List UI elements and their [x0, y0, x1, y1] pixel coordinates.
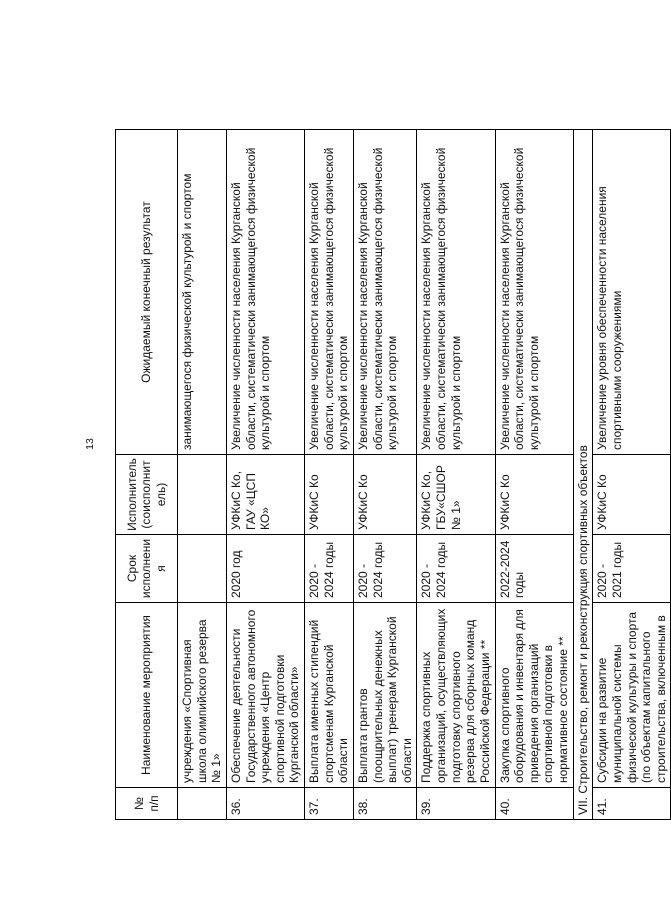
row-term: 2022-2024 годы	[495, 535, 573, 603]
table-row	[593, 130, 671, 820]
table-row	[417, 130, 495, 820]
table-row	[178, 130, 227, 820]
row-result: Увеличение численности населения Курганской области, систематически занимающегося физической культурой и спортом	[226, 130, 304, 455]
row-result: Увеличение численности населения Курганской области, систематически занимающегося физической культурой и спортом	[305, 130, 354, 455]
row-executor: УФКиС Ко	[305, 455, 354, 535]
row-result: Увеличение уровня обеспеченности населения спортивными сооружениями	[593, 130, 671, 455]
row-term	[178, 535, 227, 603]
table-row	[226, 130, 304, 820]
row-term: 2020 год	[226, 535, 304, 603]
row-term: 2020 - 2024 годы	[353, 535, 417, 603]
header-name: Наименование мероприятия	[116, 603, 178, 788]
row-executor: УФКиС Ко	[593, 455, 671, 535]
row-executor: УФКиС Ко, ГАУ «ЦСП КО»	[226, 455, 304, 535]
section-header-row	[573, 130, 593, 820]
row-name: Обеспечение деятельности Государственного автономного учреждения «Центр спортивной подготовки Курганской области»	[226, 603, 304, 788]
row-result: Увеличение численности населения Курганской области, систематически занимающегося физической культурой и спортом	[353, 130, 417, 455]
row-num: 36.	[226, 788, 304, 820]
row-name: Поддержка спортивных организаций, осуществляющих подготовку спортивного резерва для сборных команд Российской Федерации **	[417, 603, 495, 788]
row-executor: УФКиС Ко	[353, 455, 417, 535]
table-header-row	[116, 130, 178, 820]
page-number: 13	[84, 438, 96, 450]
table-row	[353, 130, 417, 820]
row-executor	[178, 455, 227, 535]
row-result: Увеличение численности населения Курганской области, систематически занимающегося физической культурой и спортом	[417, 130, 495, 455]
table-row	[305, 130, 354, 820]
row-term: 2020 - 2024 годы	[305, 535, 354, 603]
row-name: Субсидии на развитие муниципальной системы физической культуры и спорта (по объектам капитального строительства, включенным в	[593, 603, 671, 788]
row-name: Выплата грантов (поощрительных денежных выплат) тренерам Курганской области	[353, 603, 417, 788]
header-term: Срок исполнения	[116, 535, 178, 603]
table-row	[495, 130, 573, 820]
row-result: занимающегося физической культурой и спортом	[178, 130, 227, 455]
row-name: Закупка спортивного оборудования и инвентаря для приведения организаций спортивной подготовки в нормативное состояние **	[495, 603, 573, 788]
row-executor: УФКиС Ко	[495, 455, 573, 535]
row-term: 2020 - 2024 годы	[417, 535, 495, 603]
header-num: № п/п	[116, 788, 178, 820]
row-num: 40.	[495, 788, 573, 820]
header-executor: Исполнитель (соисполнитель)	[116, 455, 178, 535]
rotated-table-container	[115, 130, 668, 820]
row-num: 37.	[305, 788, 354, 820]
row-num: 41.	[593, 788, 671, 820]
row-term: 2020 - 2021 годы	[593, 535, 671, 603]
activities-table	[115, 129, 671, 820]
row-num	[178, 788, 227, 820]
row-num: 39.	[417, 788, 495, 820]
row-name: Выплата именных стипендий спортсменам Курганской области	[305, 603, 354, 788]
row-result: Увеличение численности населения Курганской области, систематически занимающегося физической культурой и спортом	[495, 130, 573, 455]
row-num: 38.	[353, 788, 417, 820]
row-executor: УФКиС Ко, ГБУ«СШОР № 1»	[417, 455, 495, 535]
section-title: VII. Строительство, ремонт и реконструкция спортивных объектов	[573, 130, 593, 820]
header-result: Ожидаемый конечный результат	[116, 130, 178, 455]
row-name: учреждения «Спортивная школа олимпийского резерва № 1»	[178, 603, 227, 788]
